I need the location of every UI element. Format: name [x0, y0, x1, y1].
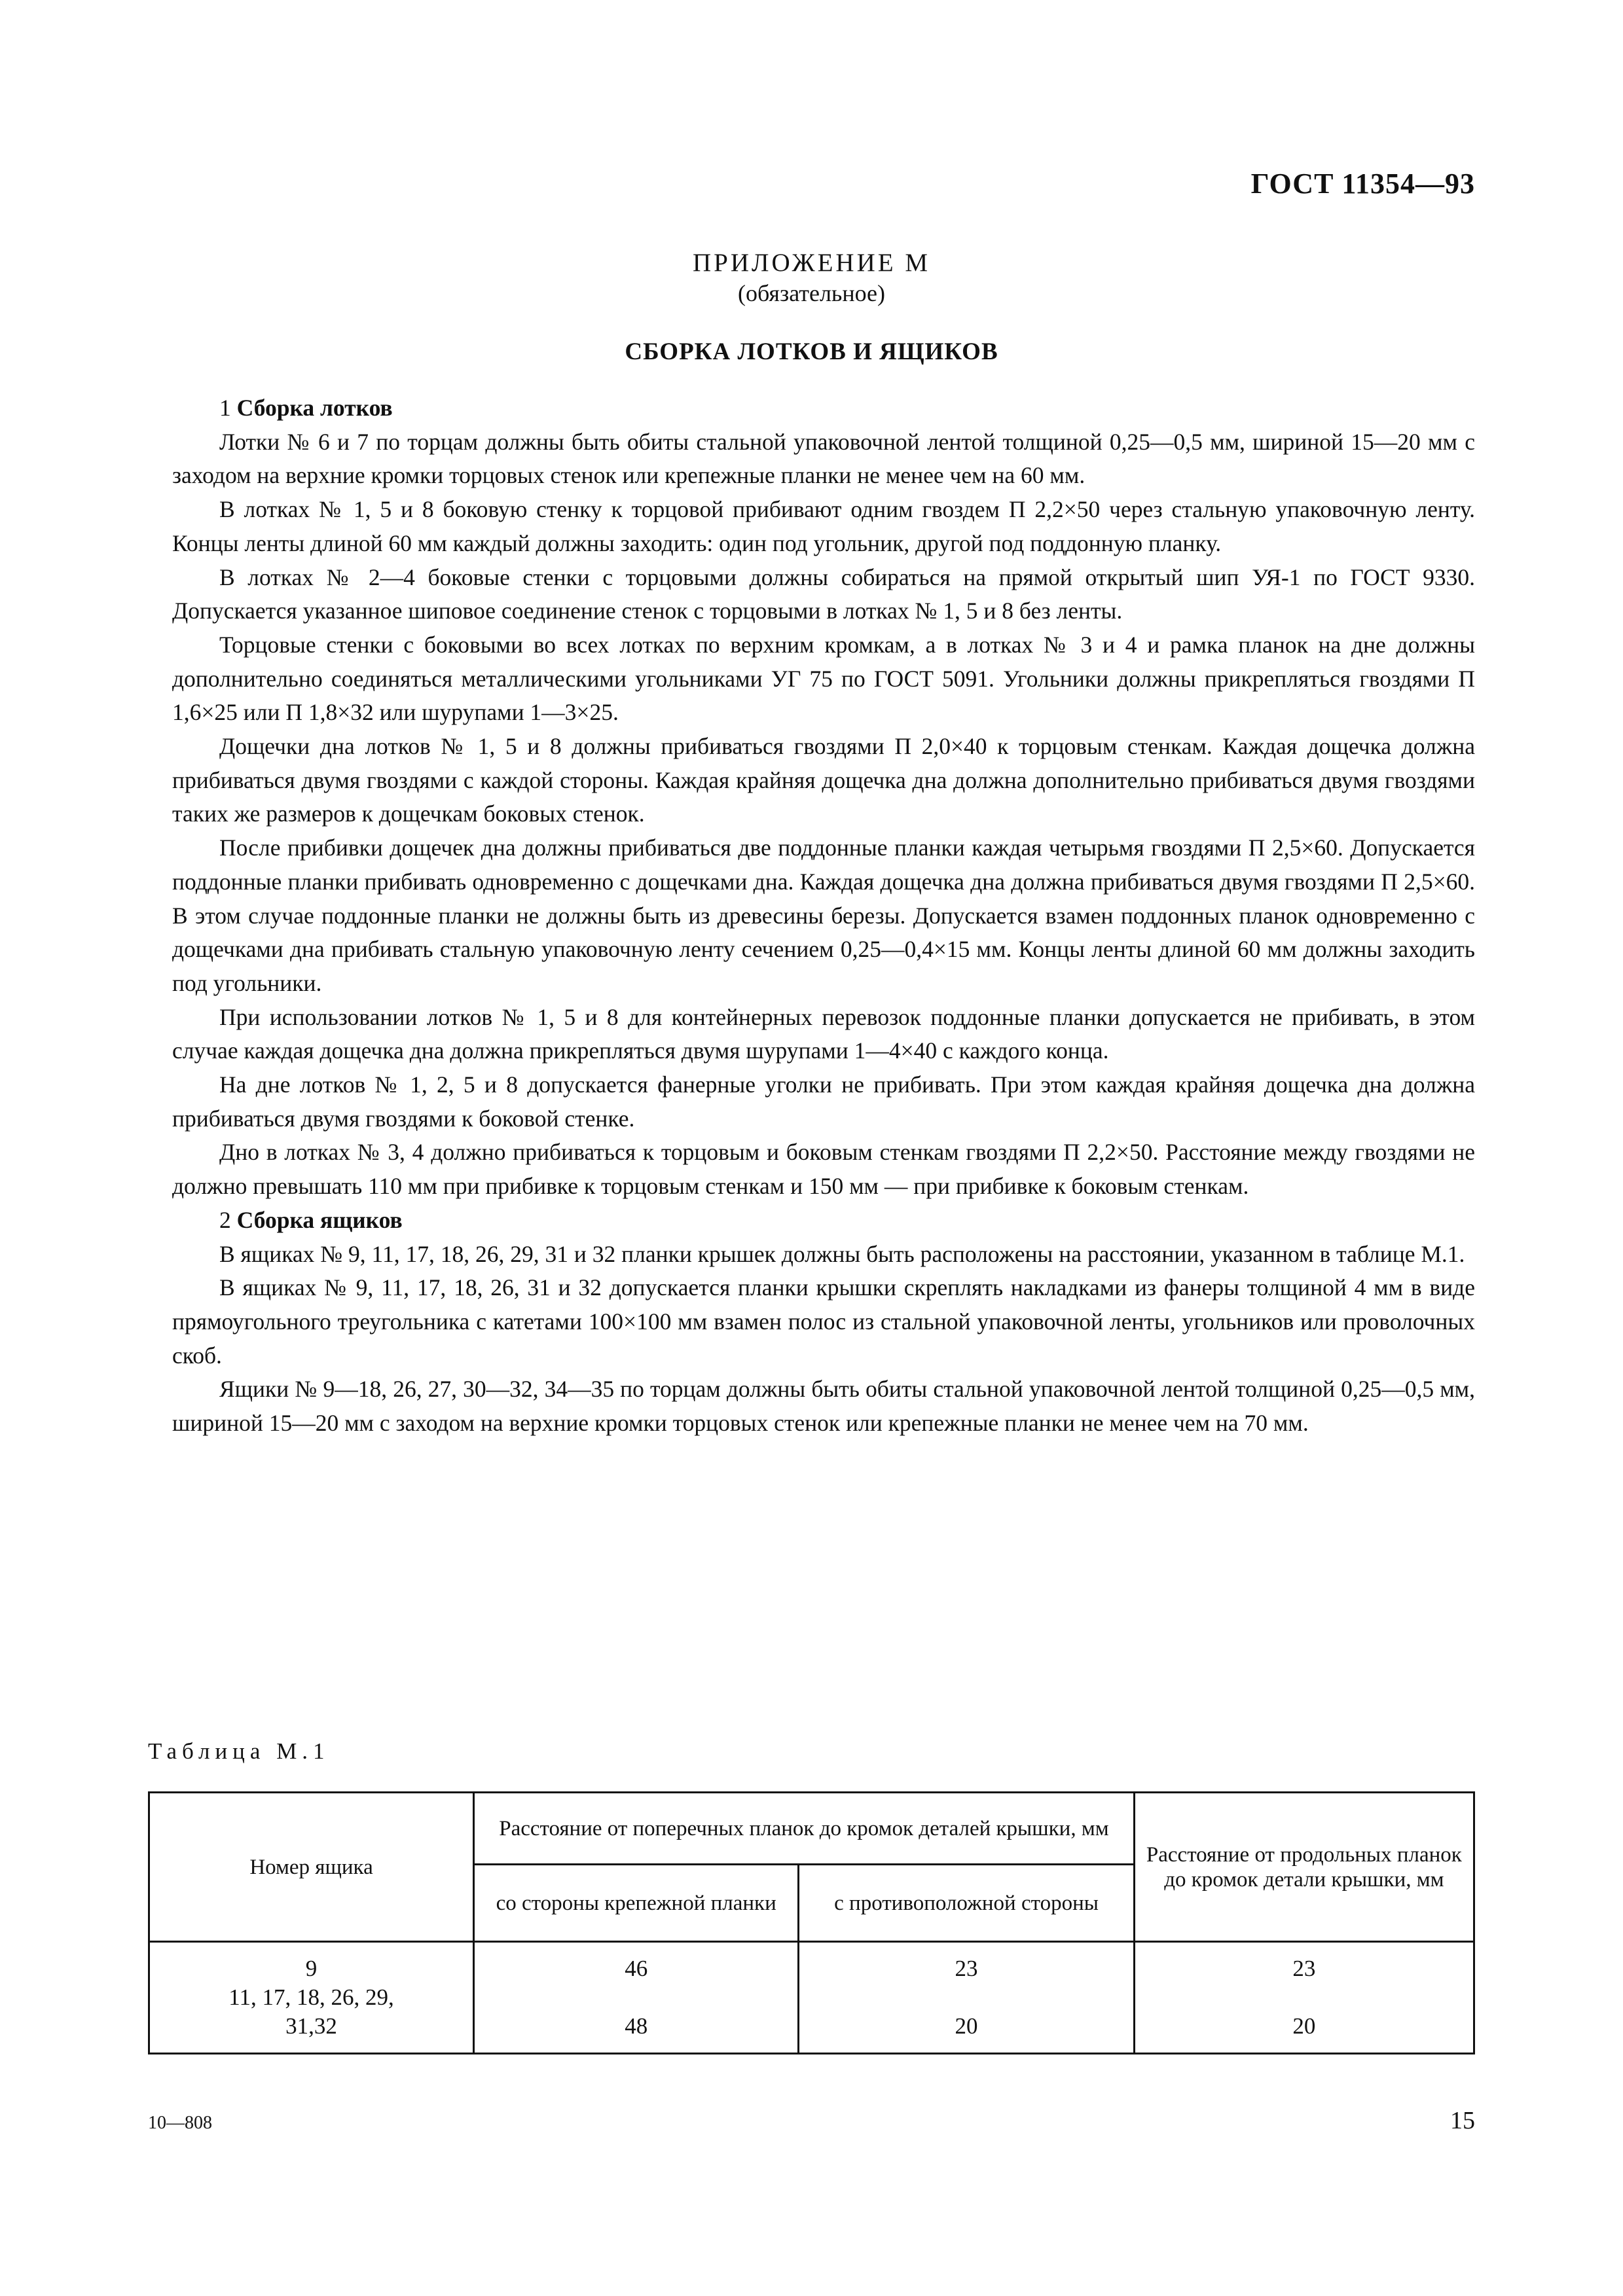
fastening-side-value: 48 [625, 2013, 648, 2039]
paragraph: Дно в лотках № 3, 4 должно прибиваться к торцовым и боковым стенкам гвоздями П 2,2×50. Расстояние между гвоздями не должно превышать 110 мм при прибивке к торцовым стенкам и 150 мм — при прибивке к боковым стенкам. [172, 1139, 1475, 1200]
cell-opposite-side [799, 1942, 1134, 2054]
paragraph: Лотки № 6 и 7 по торцам должны быть обиты стальной упаковочной лентой толщиной 0,25—0,5 мм, шириной 15—20 мм с заходом на верхние кромки торцовых стенок или крепежные планки не менее чем на 60 мм. [172, 428, 1475, 489]
paragraph: В лотках № 1, 5 и 8 боковую стенку к торцовой прибивают одним гвоздем П 2,2×50 через стальную упаковочную ленту. Концы ленты длиной 60 мм каждый должны заходить: один под угольник, другой под поддонную планку. [172, 496, 1475, 556]
footer-print-code: 10—808 [148, 2113, 212, 2133]
header-fastening-side: со стороны крепежной планки [474, 1865, 799, 1942]
section-1-heading [172, 391, 1475, 425]
header-opposite-side: с противоположной стороны [799, 1865, 1134, 1942]
page-number: 15 [1450, 2107, 1475, 2134]
section-2-heading [172, 1204, 1475, 1238]
paragraph: При использовании лотков № 1, 5 и 8 для контейнерных перевозок поддонные планки допускается не прибивать, в этом случае каждая дощечка дна должна прикрепляться двумя шурупами 1—4×40 с каждого конца. [172, 1003, 1475, 1064]
header-transverse-group: Расстояние от поперечных планок до кромок деталей крышки, мм [474, 1793, 1135, 1865]
longitudinal-value: 23 [1292, 1956, 1316, 1981]
paragraph: Дощечки дна лотков № 1, 5 и 8 должны прибиваться гвоздями П 2,0×40 к торцовым стенкам. Каждая дощечка должна прибиваться двумя гвоздями с каждой стороны. Каждая крайняя дощечка дна должна дополнительно прибиваться двумя гвоздями таких же размеров к дощечкам боковых стенок. [172, 733, 1475, 827]
paragraph: Торцовые стенки с боковыми во всех лотках по верхним кромкам, а в лотках № 3 и 4 и рамка планок на дне должны дополнительно соединяться металлическими угольниками УГ 75 по ГОСТ 5091. Угольники должны прикрепляться гвоздями П 1,6×25 или П 1,8×32 или шурупами 1—3×25. [172, 631, 1475, 726]
table-caption: Таблица М.1 [148, 1738, 330, 1764]
header-box-number: Номер ящика [149, 1793, 474, 1942]
cell-box-number [149, 1942, 474, 2054]
appendix-subtitle: (обязательное) [738, 280, 885, 306]
box-number-value: 11, 17, 18, 26, 29, 31,32 [228, 1984, 394, 2039]
opposite-side-value: 23 [955, 1956, 978, 1981]
box-number-value: 9 [305, 1956, 318, 1981]
paragraph: На дне лотков № 1, 2, 5 и 8 допускается фанерные уголки не прибивать. При этом каждая крайняя дощечка дна должна прибиваться двумя гвоздями к боковой стенке. [172, 1071, 1475, 1132]
opposite-side-value: 20 [955, 2013, 978, 2039]
paragraph: В ящиках № 9, 11, 17, 18, 26, 29, 31 и 32 планки крышек должны быть расположены на расстоянии, указанном в таблице М.1. [219, 1240, 1465, 1267]
longitudinal-value: 20 [1292, 2013, 1316, 2039]
paragraph: Ящики № 9—18, 26, 27, 30—32, 34—35 по торцам должны быть обиты стальной упаковочной лентой толщиной 0,25—0,5 мм, шириной 15—20 мм с заходом на верхние кромки торцовых стенок или крепежные планки не менее чем на 70 мм. [172, 1376, 1475, 1437]
section-2-title: Сборка ящиков [236, 1206, 403, 1233]
appendix-block [0, 247, 1623, 308]
table-m1 [148, 1791, 1475, 2054]
document-heading: СБОРКА ЛОТКОВ И ЯЩИКОВ [625, 338, 998, 365]
fastening-side-value: 46 [625, 1956, 648, 1981]
section-1-title: Сборка лотков [236, 395, 393, 421]
paragraph: После прибивки дощечек дна должны прибиваться две поддонные планки каждая четырьмя гвоздями П 2,5×60. Допускается поддонные планки прибивать одновременно с дощечками дна. Каждая дощечка дна должна прибиваться двумя гвоздями П 2,5×60. В этом случае поддонные планки не должны быть из древесины березы. Допускается взамен поддонных планок одновременно с дощечками дна прибивать стальную упаковочную ленту сечением 0,25—0,4×15 мм. Концы ленты длиной 60 мм должны заходить под угольники. [172, 834, 1475, 996]
table-row [149, 1942, 1474, 2054]
body-text [172, 391, 1475, 1441]
gost-code-header: ГОСТ 11354—93 [1250, 168, 1475, 200]
section-2-number: 2 [219, 1206, 231, 1233]
cell-fastening-side [474, 1942, 799, 2054]
appendix-title: ПРИЛОЖЕНИЕ М [692, 249, 930, 277]
header-longitudinal: Расстояние от продольных планок до кромок детали крышки, мм [1134, 1793, 1474, 1942]
cell-longitudinal [1134, 1942, 1474, 2054]
paragraph: В ящиках № 9, 11, 17, 18, 26, 31 и 32 допускается планки крышки скреплять накладками из фанеры толщиной 4 мм в виде прямоугольного треугольника с катетами 100×100 мм взамен полос из стальной упаковочной ленты, угольников или проволочных скоб. [172, 1274, 1475, 1369]
section-1-number: 1 [219, 395, 231, 421]
paragraph: В лотках № 2—4 боковые стенки с торцовыми должны собираться на прямой открытый шип УЯ-1 по ГОСТ 9330. Допускается указанное шиповое соединение стенок с торцовыми в лотках № 1, 5 и 8 без ленты. [172, 564, 1475, 624]
